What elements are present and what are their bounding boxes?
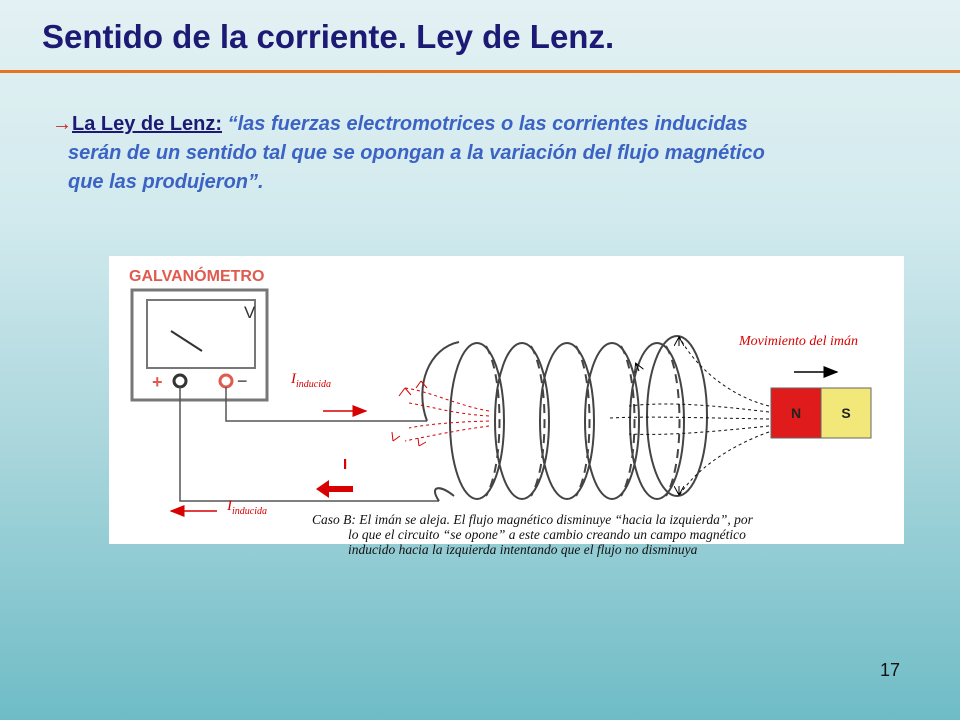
- induced-field-lines: [405, 388, 489, 441]
- circuit-diagram: [109, 256, 904, 544]
- negative-terminal: [220, 375, 232, 387]
- galvanometer-label: GALVANÓMETRO: [129, 268, 265, 285]
- lenz-quote-line3: que las produjeron”.: [68, 171, 264, 193]
- lenz-quote-line1: “las fuerzas electromotrices o las corrientes inducidas: [227, 113, 748, 135]
- bullet-arrow-icon: →: [52, 113, 72, 135]
- positive-terminal: [174, 375, 186, 387]
- lenz-diagram: [109, 256, 904, 544]
- current-label: I: [343, 456, 348, 473]
- induced-current-label-top: $I_{inducida}$: [291, 371, 331, 390]
- minus-sign: −: [237, 371, 248, 391]
- lenz-quote-line2: serán de un sentido tal que se opongan a la variación del flujo magnético: [68, 142, 765, 164]
- coil: [422, 336, 707, 501]
- lenz-law-term: La Ley de Lenz:: [72, 113, 223, 135]
- case-b-caption: [312, 512, 912, 557]
- induced-current-label-bottom: $I_{inducida}$: [227, 498, 267, 517]
- meter-unit: V: [244, 303, 256, 322]
- lenz-law-statement: [52, 110, 922, 197]
- north-label: N: [790, 405, 802, 421]
- title-divider: [0, 70, 960, 73]
- galvanometer-dial: [147, 300, 255, 368]
- lower-wire: [180, 387, 439, 501]
- current-direction-arrow: [316, 480, 353, 498]
- caption-line3: inducido hacia la izquierda intentando que el flujo no disminuya: [348, 542, 698, 557]
- caption-line2: lo que el circuito “se opone” a este cambio creando un campo magnético: [348, 527, 746, 542]
- slide-title: Sentido de la corriente. Ley de Lenz.: [42, 18, 615, 55]
- plus-sign: +: [152, 372, 163, 392]
- caption-line1: Caso B: El imán se aleja. El flujo magnético disminuye “hacia la izquierda”, por: [312, 512, 753, 527]
- coil-back-segments: [486, 346, 680, 496]
- south-label: S: [841, 405, 851, 421]
- page-number: 17: [880, 660, 901, 680]
- magnet-motion-label: Movimiento del imán: [739, 334, 858, 349]
